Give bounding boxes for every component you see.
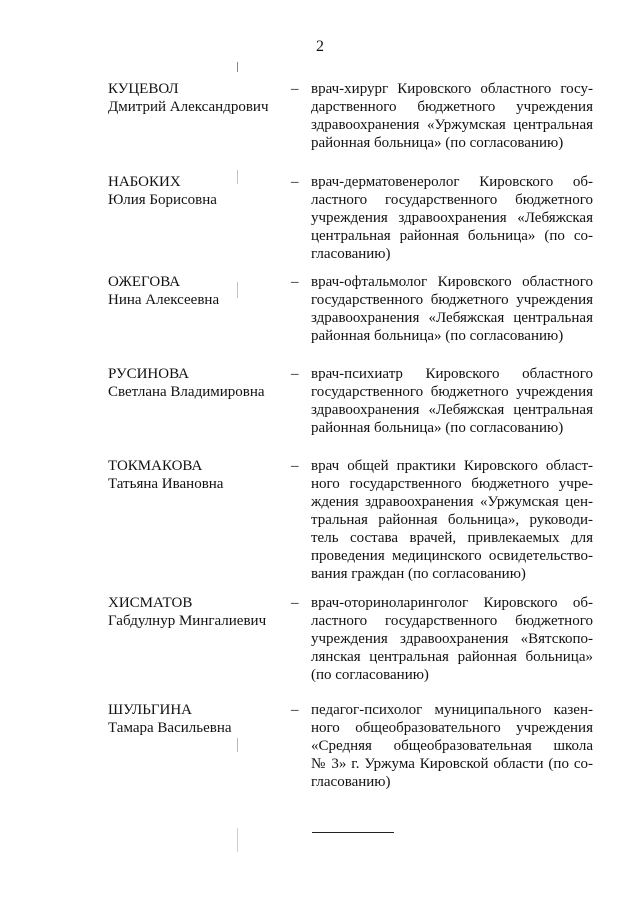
scan-mark: [237, 282, 238, 298]
position-line: тель состава врачей, привлекаемых для: [311, 530, 593, 546]
member-surname: КУЦЕВОЛ: [108, 81, 179, 97]
position-line: № 3» г. Уржума Кировской области (по со-: [311, 756, 593, 772]
position-line: «Средняя общеобразовательная школа: [311, 738, 593, 754]
position-line: здравоохранения «Уржумская центральная: [311, 117, 593, 133]
member-name: [108, 365, 288, 401]
position-line: здравоохранения «Лебяжская центральная: [311, 310, 593, 326]
member-surname: ОЖЕГОВА: [108, 274, 181, 290]
member-position: [311, 701, 593, 791]
position-line: здравоохранения «Лебяжская центральная: [311, 402, 593, 418]
position-line: вания граждан (по согласованию): [311, 566, 526, 582]
scan-mark: [237, 62, 238, 72]
position-line: гласованию): [311, 774, 391, 790]
scan-mark: [237, 828, 238, 852]
entry-dash: –: [291, 366, 299, 382]
member-name: [108, 273, 288, 309]
member-position: [311, 273, 593, 345]
entry-dash: –: [291, 702, 299, 718]
position-line: проведения медицинского освидетельство-: [311, 548, 593, 564]
member-name: [108, 457, 288, 493]
entry-dash: –: [291, 174, 299, 190]
position-line: тральная районная больница», руководи-: [311, 512, 593, 528]
entry-dash: –: [291, 274, 299, 290]
member-position: [311, 594, 593, 684]
position-line: врач-офтальмолог Кировского областного: [311, 274, 593, 290]
member-surname: ХИСМАТОВ: [108, 595, 193, 611]
position-line: районная больница» (по согласованию): [311, 135, 564, 151]
position-line: ластного государственного бюджетного: [311, 613, 593, 629]
position-line: центральная районная больница» (по со-: [311, 228, 593, 244]
member-name: [108, 173, 288, 209]
entry-dash: –: [291, 595, 299, 611]
position-line: государственного бюджетного учреждения: [311, 384, 593, 400]
member-surname: ТОКМАКОВА: [108, 458, 203, 474]
member-given-name: Дмитрий Александрович: [108, 99, 269, 115]
member-given-name: Тамара Васильевна: [108, 720, 232, 736]
member-surname: ШУЛЬГИНА: [108, 702, 193, 718]
member-name: [108, 80, 288, 116]
position-line: учреждения здравоохранения «Лебяжская: [311, 210, 593, 226]
member-given-name: Юлия Борисовна: [108, 192, 217, 208]
member-name: [108, 701, 288, 737]
position-line: ждения здравоохранения «Уржумская цен-: [311, 494, 593, 510]
member-position: [311, 457, 593, 583]
position-line: районная больница» (по согласованию): [311, 420, 564, 436]
member-given-name: Нина Алексеевна: [108, 292, 220, 308]
page-number: 2: [316, 38, 324, 55]
member-name: [108, 594, 288, 630]
position-line: врач-психиатр Кировского областного: [311, 366, 593, 382]
member-position: [311, 173, 593, 263]
scan-mark: [237, 170, 238, 184]
position-line: лянская центральная районная больница»: [311, 649, 593, 665]
entry-dash: –: [291, 81, 299, 97]
position-line: дарственного бюджетного учреждения: [311, 99, 593, 115]
position-line: врач-хирург Кировского областного госу-: [311, 81, 593, 97]
position-line: педагог-психолог муниципального казен-: [311, 702, 593, 718]
position-line: врач общей практики Кировского област-: [311, 458, 593, 474]
member-given-name: Светлана Владимировна: [108, 384, 265, 400]
member-given-name: Габдулнур Мингалиевич: [108, 613, 267, 629]
position-line: врач-дерматовенеролог Кировского об-: [311, 174, 593, 190]
position-line: ластного государственного бюджетного: [311, 192, 593, 208]
member-position: [311, 80, 593, 152]
position-line: ного общеобразовательного учреждения: [311, 720, 593, 736]
member-given-name: Татьяна Ивановна: [108, 476, 224, 492]
position-line: врач-оториноларинголог Кировского об-: [311, 595, 593, 611]
closing-rule: [312, 832, 394, 833]
member-surname: РУСИНОВА: [108, 366, 189, 382]
position-line: государственного бюджетного учреждения: [311, 292, 593, 308]
position-line: (по согласованию): [311, 667, 429, 683]
position-line: районная больница» (по согласованию): [311, 328, 564, 344]
member-surname: НАБОКИХ: [108, 174, 181, 190]
scan-mark: [237, 738, 238, 752]
member-position: [311, 365, 593, 437]
position-line: ного государственного бюджетного учре-: [311, 476, 593, 492]
entry-dash: –: [291, 458, 299, 474]
position-line: учреждения здравоохранения «Вятскопо-: [311, 631, 593, 647]
position-line: гласованию): [311, 246, 391, 262]
